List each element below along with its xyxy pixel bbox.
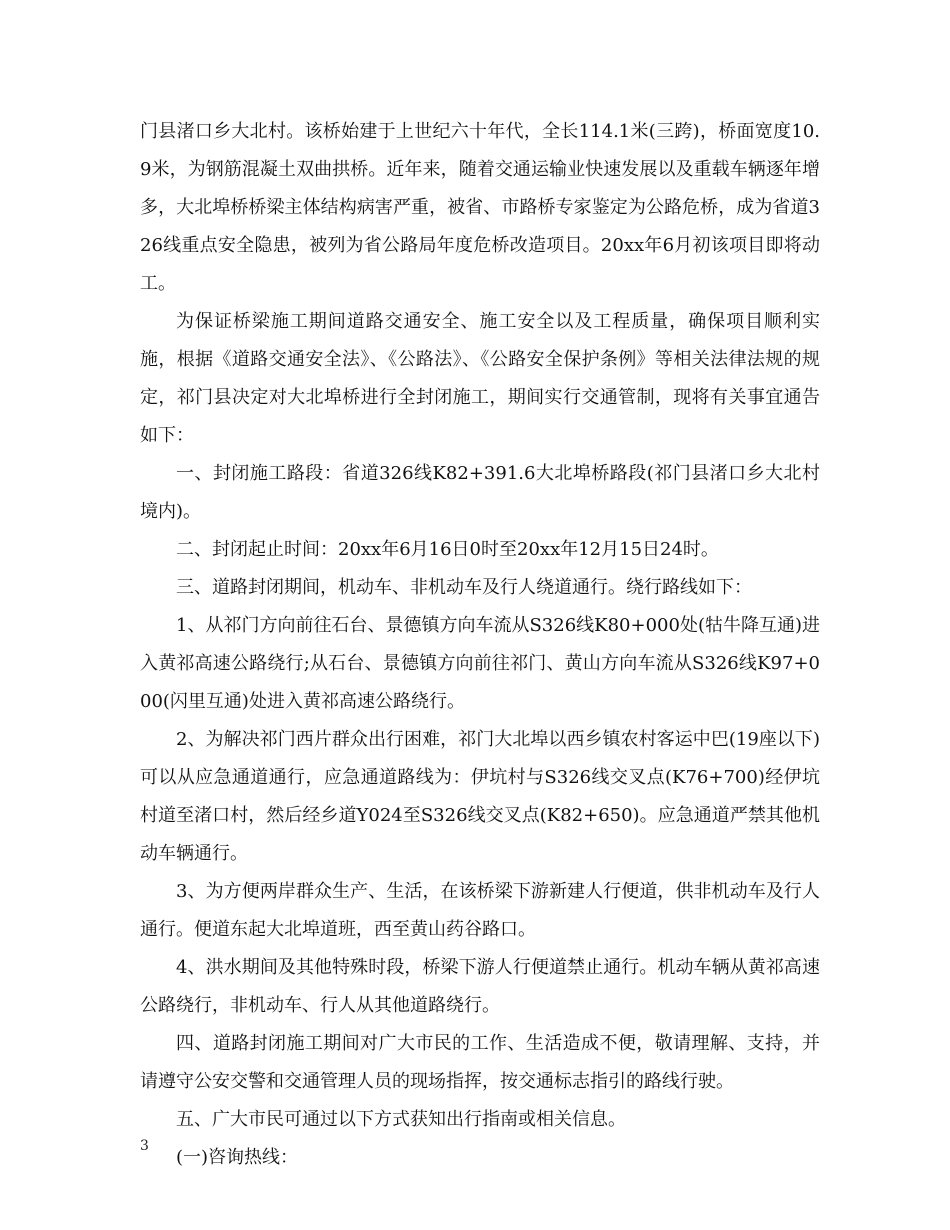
paragraph-item-2-closure-period: 二、封闭起止时间：20xx年6月16日0时至20xx年12月15日24时。 [176,539,719,560]
paragraph-purpose: 为保证桥梁施工期间道路交通安全、施工安全以及工程质量，确保项目顺利实施，根据《道路交通安全法》、《公路法》、《公路安全保护条例》等相关法律法规的规定，祁门县决定对大北埠桥进行全封闭施工，期间实行交通管制，现将有关事宜通告如下： [140,311,820,446]
paragraph-detour-route-1: 1、从祁门方向前往石台、景德镇方向车流从S326线K80+000处(牯牛降互通)进入黄祁高速公路绕行;从石台、景德镇方向前往祁门、黄山方向车流从S326线K97+000(闪里互通)处进入黄祁高速公路绕行。 [140,615,820,712]
paragraph-intro-continued: 门县渚口乡大北村。该桥始建于上世纪六十年代，全长114.1米(三跨)，桥面宽度10.9米，为钢筋混凝土双曲拱桥。近年来，随着交通运输业快速发展以及重载车辆逐年增多，大北埠桥桥梁主体结构病害严重，被省、市路桥专家鉴定为公路危桥，成为省道326线重点安全隐患，被列为省公路局年度危桥改造项目。20xx年6月初该项目即将动工。 [140,121,820,294]
paragraph-item-4-notice: 四、道路封闭施工期间对广大市民的工作、生活造成不便，敬请理解、支持，并请遵守公安交警和交通管理人员的现场指挥，按交通标志指引的路线行驶。 [140,1033,820,1092]
paragraph-item-3-detour: 三、道路封闭期间，机动车、非机动车及行人绕道通行。绕行路线如下： [176,577,752,598]
paragraph-detour-route-4: 4、洪水期间及其他特殊时段，桥梁下游人行便道禁止通行。机动车辆从黄祁高速公路绕行，非机动车、行人从其他道路绕行。 [140,957,820,1016]
paragraph-detour-route-3: 3、为方便两岸群众生产、生活，在该桥梁下游新建人行便道，供非机动车及行人通行。便道东起大北埠道班，西至黄山药谷路口。 [140,881,820,940]
paragraph-hotline-heading: (一)咨询热线： [176,1147,299,1168]
paragraph-item-1-closed-section: 一、封闭施工路段：省道326线K82+391.6大北埠桥路段(祁门县渚口乡大北村境内)。 [140,463,820,522]
page-number: 3 [140,1138,149,1154]
paragraph-detour-route-2: 2、为解决祁门西片群众出行困难，祁门大北埠以西乡镇农村客运中巴(19座以下)可以从应急通道通行，应急通道路线为：伊坑村与S326线交叉点(K76+700)经伊坑村道至渚口村，然后经乡道Y024至S326线交叉点(K82+650)。应急通道严禁其他机动车辆通行。 [140,729,820,864]
document-body [140,113,820,1177]
paragraph-item-5-info: 五、广大市民可通过以下方式获知出行指南或相关信息。 [176,1109,626,1130]
